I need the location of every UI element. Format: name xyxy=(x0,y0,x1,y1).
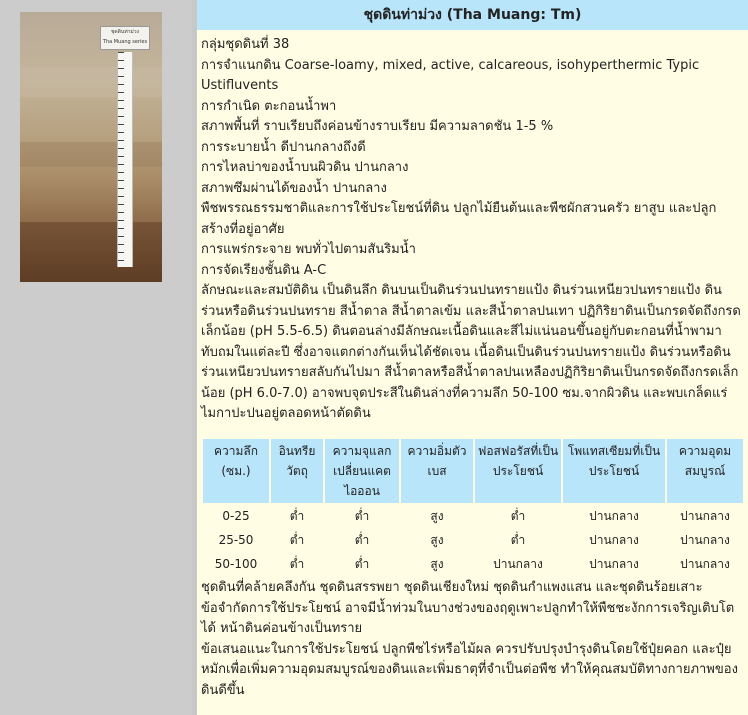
table-header-row xyxy=(203,439,743,503)
cell-cec: ต่ำ xyxy=(325,553,399,575)
drainage: การระบายน้ำ ดีปานกลางถึงดี xyxy=(201,139,366,155)
soil-group: กลุ่มชุดดินที่ 38 xyxy=(201,37,290,52)
soil-layer xyxy=(20,142,162,167)
table-row xyxy=(203,553,743,575)
cell-fertility: ปานกลาง xyxy=(667,529,743,551)
col-base-saturation-header: ความอิ่มตัวเบส xyxy=(401,439,473,503)
soil-layer xyxy=(20,222,162,282)
soil-info xyxy=(201,35,743,425)
left-sidebar xyxy=(0,0,192,715)
soil-profile-photo xyxy=(20,12,162,282)
cell-potassium: ปานกลาง xyxy=(563,505,665,527)
col-phosphorus-header: ฟอสฟอรัสที่เป็นประโยชน์ xyxy=(475,439,561,503)
col-potassium-header: โพแทสเซียมที่เป็นประโยชน์ xyxy=(563,439,665,503)
cell-organic-matter: ต่ำ xyxy=(271,529,323,551)
col-cec-header: ความจุแลกเปลี่ยนแคตไอออน xyxy=(325,439,399,503)
cell-base-saturation: สูง xyxy=(401,553,473,575)
cell-depth: 0-25 xyxy=(203,505,269,527)
col-fertility-header: ความอุดมสมบูรณ์ xyxy=(667,439,743,503)
cell-base-saturation: สูง xyxy=(401,529,473,551)
vegetation-landuse: พืชพรรณธรรมชาติและการใช้ประโยชน์ที่ดิน ปลูกไม้ยืนต้นและพืชผักสวนครัว ยาสูบ และปลูกสร้างที่อยู่อาศัย xyxy=(201,201,717,237)
cell-depth: 25-50 xyxy=(203,529,269,551)
cell-fertility: ปานกลาง xyxy=(667,505,743,527)
soil-properties-table xyxy=(201,437,745,577)
main-content xyxy=(197,0,748,715)
cell-base-saturation: สูง xyxy=(401,505,473,527)
table-row xyxy=(203,529,743,551)
cell-organic-matter: ต่ำ xyxy=(271,553,323,575)
surface-runoff: การไหลบ่าของน้ำบนผิวดิน ปานกลาง xyxy=(201,160,409,175)
cell-cec: ต่ำ xyxy=(325,505,399,527)
cell-phosphorus: ต่ำ xyxy=(475,505,561,527)
col-depth-header: ความลึก (ซม.) xyxy=(203,439,269,503)
soil-origin: การกำเนิด ตะกอนน้ำพา xyxy=(201,98,337,114)
permeability: สภาพซึมผ่านได้ของน้ำ ปานกลาง xyxy=(201,180,387,196)
col-organic-matter-header: อินทรียวัตถุ xyxy=(271,439,323,503)
soil-classification: การจำแนกดิน Coarse-loamy, mixed, active, calcareous, isohyperthermic Typic Ustifluvents xyxy=(201,57,700,93)
soil-description: ลักษณะและสมบัติดิน เป็นดินลึก ดินบนเป็นดินร่วนปนทรายแป้ง ดินร่วนเหนียวปนทรายแป้ง ดินร่วนหรือดินร่วนปนทราย สีน้ำตาล สีน้ำตาลเข้ม และสีน้ำตาลปนเทา ปฏิกิริยาดินเป็นกรดจัดถึงกรดเล็กน้อย (pH 5.5-6.5) ดินตอนล่างมีลักษณะเนื้อดินและสีไม่แน่นอนขึ้นอยู่กับตะกอนที่น้ำพามาทับถมในแต่ละปี ซึ่งอาจแตกต่างกันเห็นได้ชัดเจน เนื้อดินเป็นดินร่วนปนทรายแป้ง ดินร่วนหรือดินร่วนเหนียวปนทรายสลับกันไปมา สีน้ำตาลหรือสีน้ำตาลปนเหลืองปฏิกิริยาดินเป็นกรดจัดถึงกรดเล็กน้อย (pH 6.0-7.0) อาจพบจุดประสีในดินล่างที่ความลึก 50-100 ซม.จากผิวดิน และพบเกล็ดแร่ไมกาปะปนอยู่ตลอดหน้าตัดดิน xyxy=(201,283,741,421)
similar-soils: ชุดดินที่คล้ายคลึงกัน ชุดดินสรรพยา ชุดดินเชียงใหม่ ชุดดินกำแพงแสน และชุดดินร้อยเสาะ xyxy=(201,580,703,595)
cell-depth: 50-100 xyxy=(203,553,269,575)
photo-sign-line1: ชุดดินท่าม่วง xyxy=(111,29,139,35)
horizon-sequence: การจัดเรียงชั้นดิน A-C xyxy=(201,262,327,278)
cell-phosphorus: ปานกลาง xyxy=(475,553,561,575)
distribution: การแพร่กระจาย พบทั่วไปตามสันริมน้ำ xyxy=(201,242,416,257)
cell-potassium: ปานกลาง xyxy=(563,553,665,575)
soil-layer xyxy=(20,67,162,97)
land-use-limitations: ข้อจำกัดการใช้ประโยชน์ อาจมีน้ำท่วมในบางช่วงของฤดูเพาะปลูกทำให้พืชชะงักการเจริญเติบโตได้ หน้าดินค่อนข้างเป็นทราย xyxy=(201,600,735,636)
measuring-tape xyxy=(117,52,133,267)
table-row xyxy=(203,505,743,527)
terrain: สภาพพื้นที่ ราบเรียบถึงค่อนข้างราบเรียบ มีความลาดชัน 1-5 % xyxy=(201,119,554,134)
page-title: ชุดดินท่าม่วง (Tha Muang: Tm) xyxy=(197,0,748,30)
cell-fertility: ปานกลาง xyxy=(667,553,743,575)
land-use-recommendations: ข้อเสนอแนะในการใช้ประโยชน์ ปลูกพืชไร่หรือไม้ผล ควรปรับปรุงบำรุงดินโดยใช้ปุ๋ยคอก และปุ๋ยหมักเพื่อเพิ่มความอุดมสมบูรณ์ของดินและเพิ่มธาตุที่จำเป็นต่อพืช ทำให้คุณสมบัติทางกายภาพของดินดีขึ้น xyxy=(201,641,738,698)
cell-cec: ต่ำ xyxy=(325,529,399,551)
soil-notes xyxy=(201,578,743,701)
photo-sign xyxy=(100,26,150,50)
cell-organic-matter: ต่ำ xyxy=(271,505,323,527)
cell-potassium: ปานกลาง xyxy=(563,529,665,551)
cell-phosphorus: ต่ำ xyxy=(475,529,561,551)
photo-sign-line2: Tha Muang series xyxy=(102,39,148,45)
